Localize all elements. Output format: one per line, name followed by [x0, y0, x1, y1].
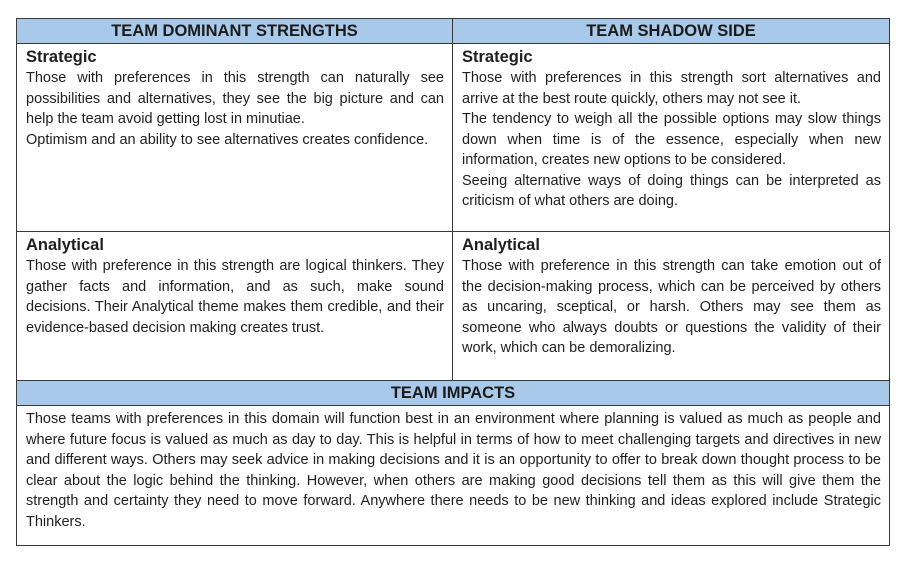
strategic-shadow-text-1: Those with preferences in this strength sort alternatives and arrive at the best route quickly, others may not see it. — [462, 70, 881, 107]
strategic-strength-text-1: Those with preferences in this strength can naturally see possibilities and alternatives, they see the big picture and can help the team avoid getting lost in minutiae. — [26, 70, 444, 127]
strategic-shadow-cell — [453, 44, 890, 232]
strategic-shadow-text-3: Seeing alternative ways of doing things can be interpreted as criticism of what others are doing. — [462, 172, 881, 209]
shadow-side-header: TEAM SHADOW SIDE — [453, 19, 890, 44]
analytical-shadow-cell — [453, 232, 890, 381]
analytical-strength-cell — [17, 232, 453, 381]
strategic-shadow-text-2: The tendency to weigh all the possible options may slow things down when time is of the essence, especially when new information, creates new options to be considered. — [462, 111, 881, 168]
team-impacts-cell — [17, 406, 890, 546]
analytical-shadow-title: Analytical — [462, 236, 540, 254]
strategic-shadow-title: Strategic — [462, 48, 533, 66]
team-impacts-header: TEAM IMPACTS — [17, 381, 890, 406]
strategic-strength-title: Strategic — [26, 48, 97, 66]
team-strengths-table — [16, 18, 890, 546]
analytical-shadow-text: Those with preference in this strength can take emotion out of the decision-making process, which can be perceived by others as uncaring, sceptical, or harsh. Others may see them as someone who always doubts or questions the validity of their work, which can be demoralizing. — [462, 258, 881, 356]
dominant-strengths-header: TEAM DOMINANT STRENGTHS — [17, 19, 453, 44]
team-impacts-text: Those teams with preferences in this domain will function best in an environment where planning is valued as much as people and where future focus is valued as much as day to day. This is helpful in terms of how to meet challenging targets and directives in new and different ways. Others may seek advice in making decisions and it is an opportunity to offer to break down thought process to be clear about the logic behind the thinking. However, when others are making good decisions tell them as this will give them the strength and certainty they need to move forward. Anywhere there needs to be new thinking and ideas explored include Strategic Thinkers. — [26, 411, 881, 530]
analytical-strength-title: Analytical — [26, 236, 104, 254]
strategic-strength-text-2: Optimism and an ability to see alternatives creates confidence. — [26, 131, 429, 148]
analytical-strength-text: Those with preference in this strength are logical thinkers. They gather facts and information, and as such, make sound decisions. Their Analytical theme makes them credible, and their evidence-based decision making creates trust. — [26, 258, 444, 336]
strategic-strength-cell — [17, 44, 453, 232]
